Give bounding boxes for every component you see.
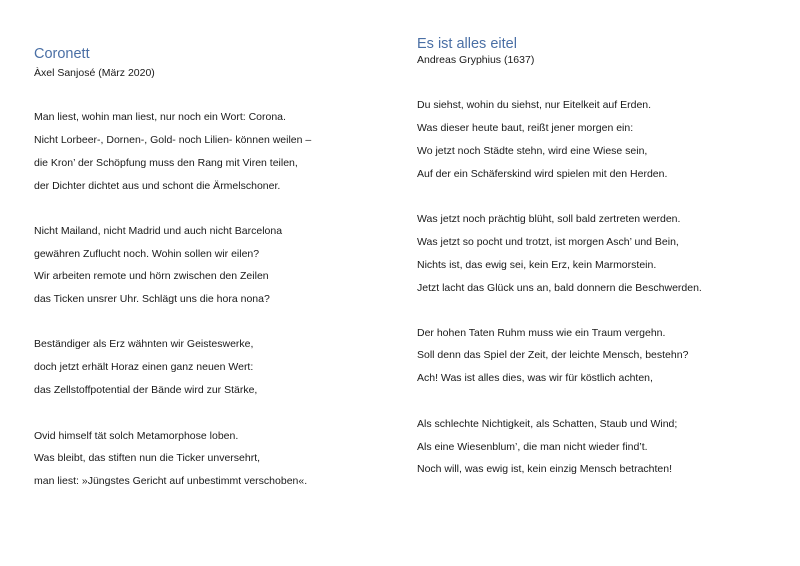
poem-line: Was bleibt, das stiften nun die Ticker unversehrt, bbox=[34, 452, 261, 464]
poem-line: das Zellstoffpotential der Bände wird zur Stärke, bbox=[34, 384, 258, 396]
poem-line: Der hohen Taten Ruhm muss wie ein Traum vergehn. bbox=[417, 327, 666, 339]
poem-title: Es ist alles eitel bbox=[417, 36, 517, 52]
poem-line: Man liest, wohin man liest, nur noch ein Wort: Corona. bbox=[34, 111, 286, 123]
poem-line: Noch will, was ewig ist, kein einzig Mensch betrachten! bbox=[417, 463, 673, 475]
poem-author: Àxel Sanjosé (März 2020) bbox=[34, 67, 155, 79]
poem-line: Was dieser heute baut, reißt jener morgen ein: bbox=[417, 122, 634, 134]
poem-line: Wir arbeiten remote und hörn zwischen den Zeilen bbox=[34, 270, 269, 282]
poem-line: Jetzt lacht das Glück uns an, bald donnern die Beschwerden. bbox=[417, 282, 702, 294]
poem-title: Coronett bbox=[34, 46, 90, 62]
poem-line: Beständiger als Erz wähnten wir Geisteswerke, bbox=[34, 338, 254, 350]
poem-line: Ach! Was ist alles dies, was wir für köstlich achten, bbox=[417, 372, 653, 384]
poem-line: Nicht Lorbeer-, Dornen-, Gold- noch Lilien- können weilen – bbox=[34, 134, 312, 146]
poem-line: der Dichter dichtet aus und schont die Ärmelschoner. bbox=[34, 180, 281, 192]
poem-line: Du siehst, wohin du siehst, nur Eitelkeit auf Erden. bbox=[417, 99, 652, 111]
poem-line: gewähren Zuflucht noch. Wohin sollen wir eilen? bbox=[34, 248, 260, 260]
poem-line: Ovid himself tät solch Metamorphose loben. bbox=[34, 430, 239, 442]
poem-line: doch jetzt erhält Horaz einen ganz neuen Wert: bbox=[34, 361, 254, 373]
poem-line: Wo jetzt noch Städte stehn, wird eine Wiese sein, bbox=[417, 145, 648, 157]
poem-author: Andreas Gryphius (1637) bbox=[417, 54, 535, 66]
poem-line: die Kron’ der Schöpfung muss den Rang mit Viren teilen, bbox=[34, 157, 298, 169]
poem-line: Nichts ist, das ewig sei, kein Erz, kein Marmorstein. bbox=[417, 259, 657, 271]
poem-line: Was jetzt noch prächtig blüht, soll bald zertreten werden. bbox=[417, 213, 681, 225]
poem-line: Auf der ein Schäferskind wird spielen mit den Herden. bbox=[417, 168, 668, 180]
poem-line: Als schlechte Nichtigkeit, als Schatten, Staub und Wind; bbox=[417, 418, 678, 430]
poem-line: man liest: »Jüngstes Gericht auf unbestimmt verschoben«. bbox=[34, 475, 308, 487]
poem-line: das Ticken unsrer Uhr. Schlägt uns die hora nona? bbox=[34, 293, 270, 305]
poem-line: Was jetzt so pocht und trotzt, ist morgen Asch’ und Bein, bbox=[417, 236, 679, 248]
poem-line: Als eine Wiesenblum’, die man nicht wieder find’t. bbox=[417, 441, 648, 453]
poem-line: Soll denn das Spiel der Zeit, der leichte Mensch, bestehn? bbox=[417, 349, 689, 361]
poem-line: Nicht Mailand, nicht Madrid und auch nicht Barcelona bbox=[34, 225, 283, 237]
